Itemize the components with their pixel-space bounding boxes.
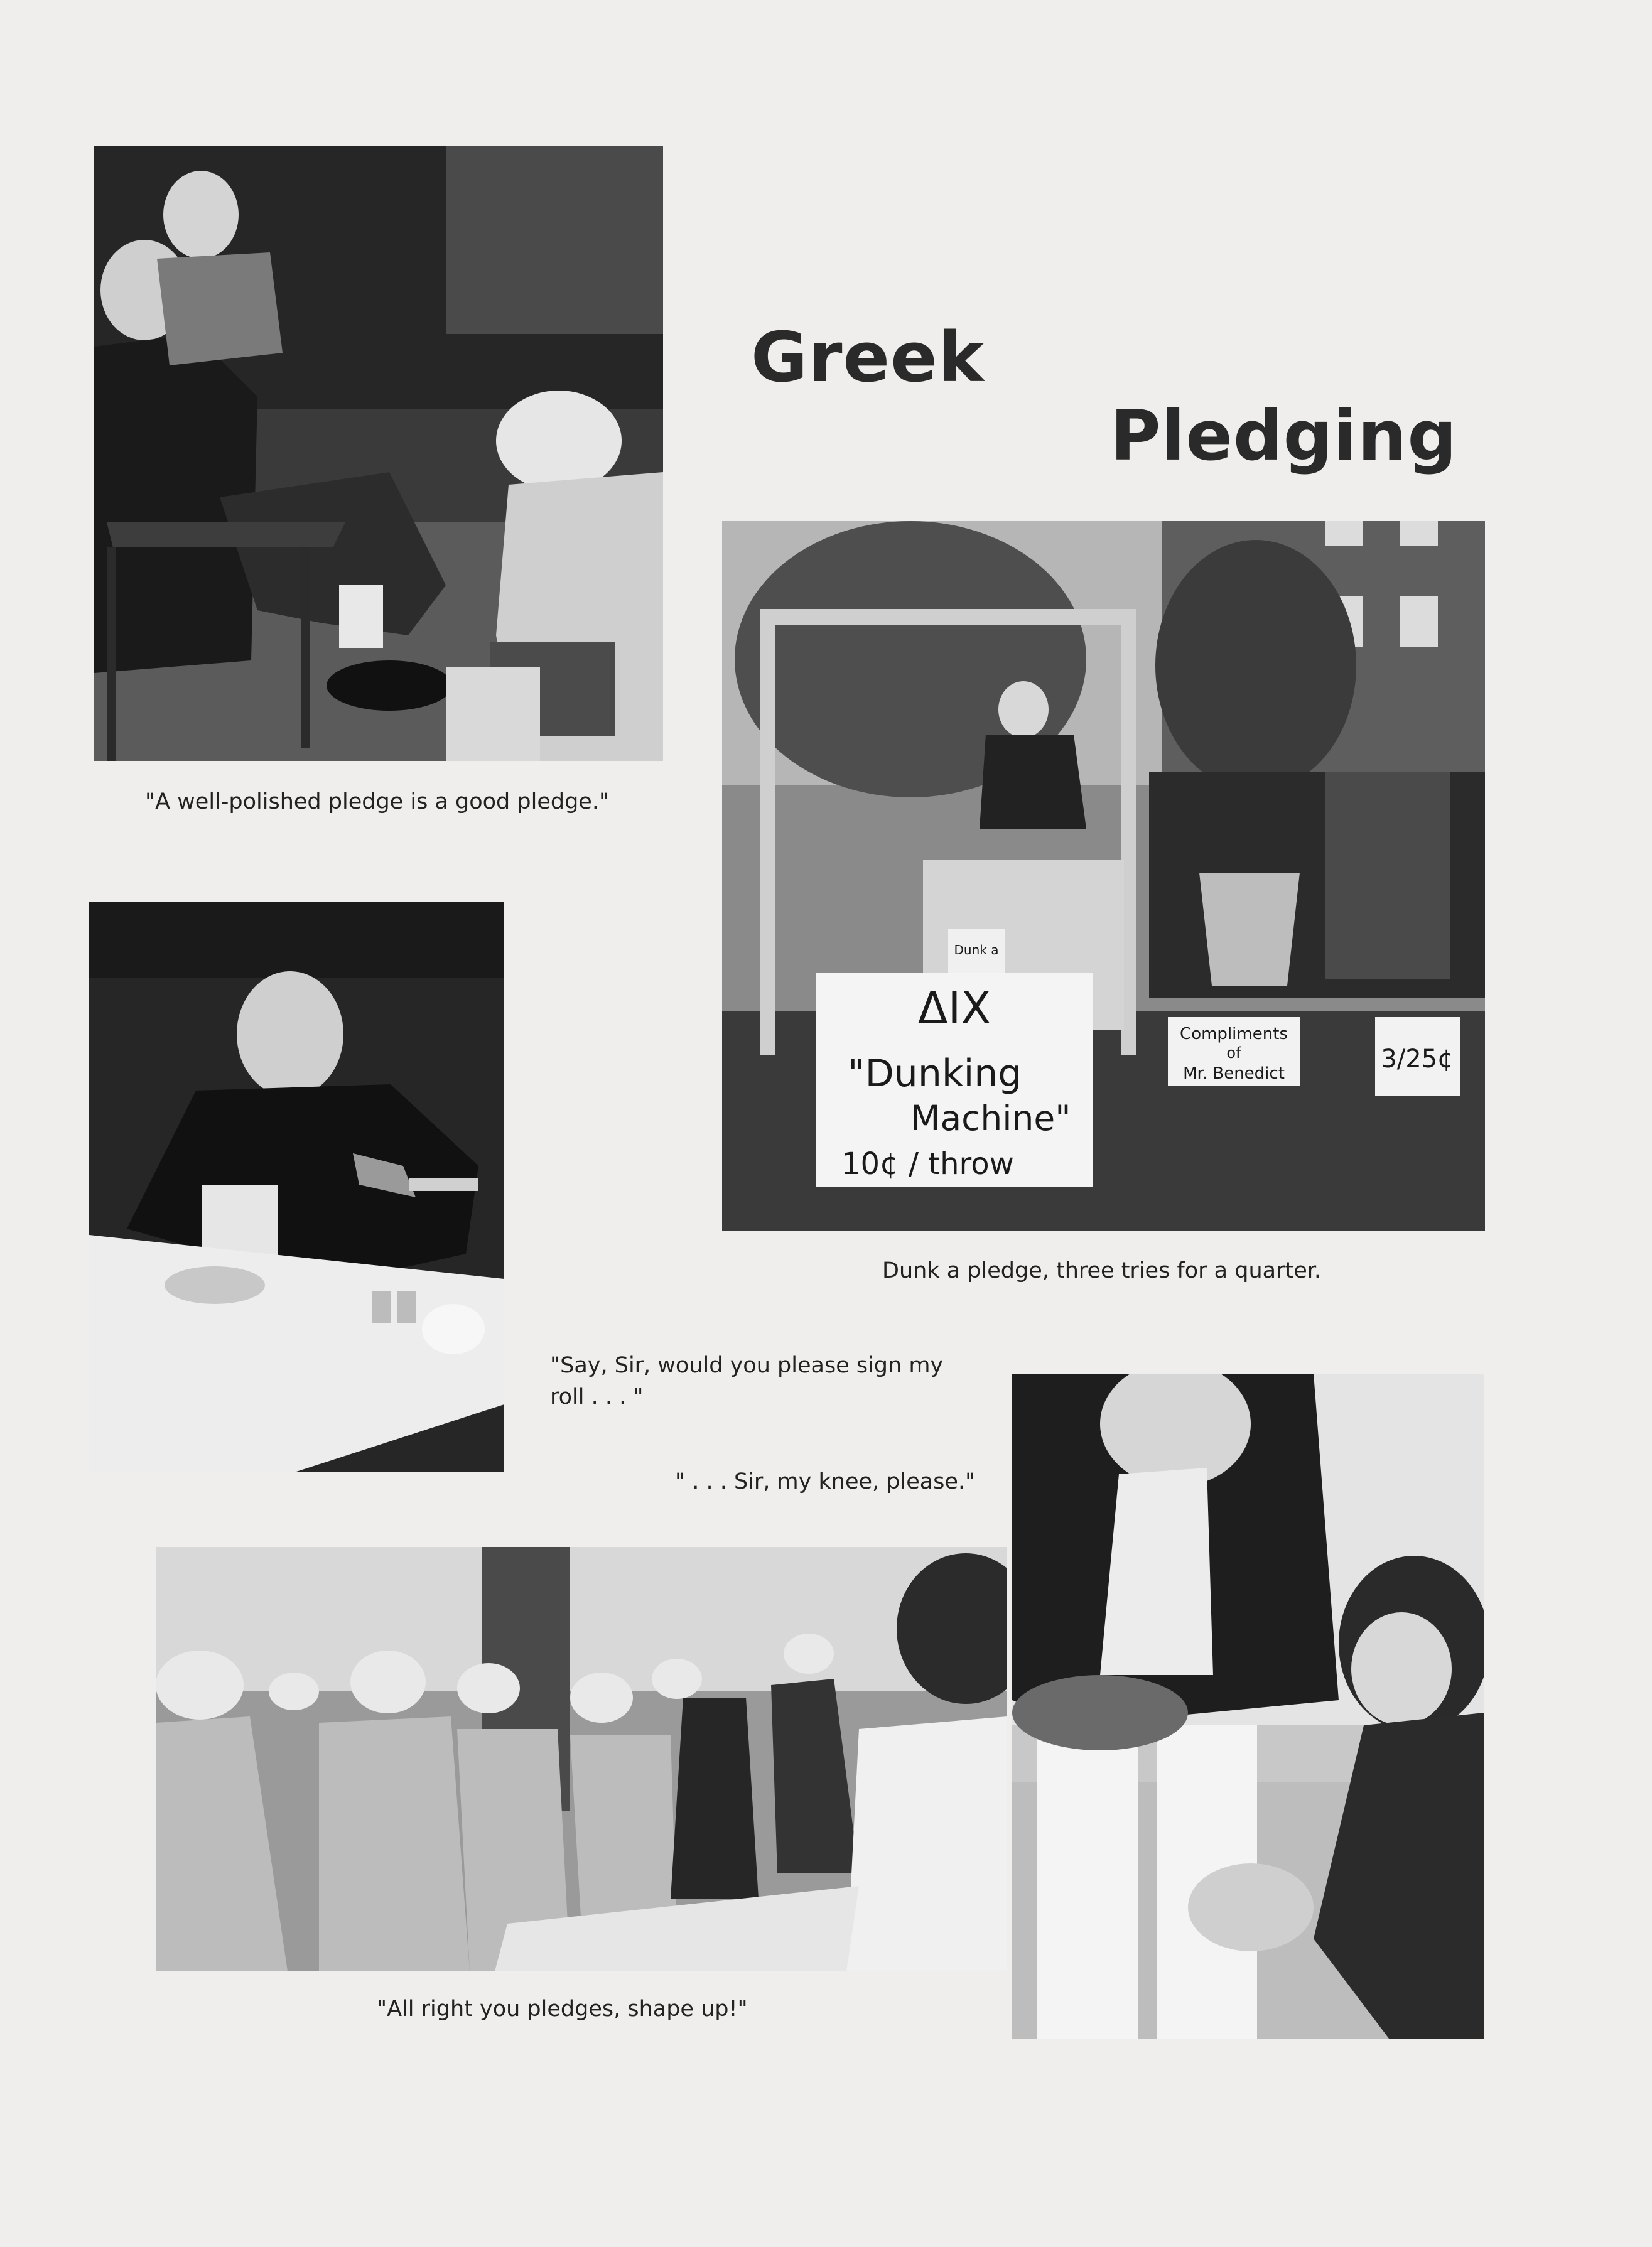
sign-compliments: Compliments: [1180, 1025, 1288, 1043]
caption-sign-roll-line1: "Say, Sir, would you please sign my: [550, 1353, 944, 1378]
sign-mr-benedict: Mr. Benedict: [1183, 1064, 1285, 1083]
caption-dunk: Dunk a pledge, three tries for a quarter.: [882, 1258, 1322, 1283]
caption-knee: " . . . Sir, my knee, please.": [675, 1469, 976, 1494]
photo-shoe-shine: [94, 146, 663, 761]
sign-dunk-small: Dunk a: [954, 942, 999, 957]
caption-shape-up: "All right you pledges, shape up!": [377, 1996, 748, 2022]
caption-shoe-shine: "A well-polished pledge is a good pledge.": [145, 789, 610, 814]
sign-delta-iota-chi: ΔΙΧ: [917, 983, 991, 1034]
photo-pledges-line: [156, 1547, 1007, 1971]
sign-price-throw: 10¢ / throw: [841, 1146, 1014, 1182]
sign-price: 3/25¢: [1381, 1045, 1454, 1074]
title-greek: Greek: [751, 317, 985, 397]
photo-dunking-machine: [722, 521, 1485, 1231]
title-pledging: Pledging: [1110, 396, 1458, 476]
photo-signing-roll: [89, 902, 504, 1472]
sign-compliments-of: of: [1226, 1044, 1241, 1062]
photo-knee-signing: [1012, 1374, 1484, 2039]
sign-dunking: "Dunking: [848, 1052, 1022, 1096]
caption-sign-roll-line2: roll . . . ": [550, 1384, 644, 1409]
sign-machine: Machine": [910, 1098, 1071, 1138]
